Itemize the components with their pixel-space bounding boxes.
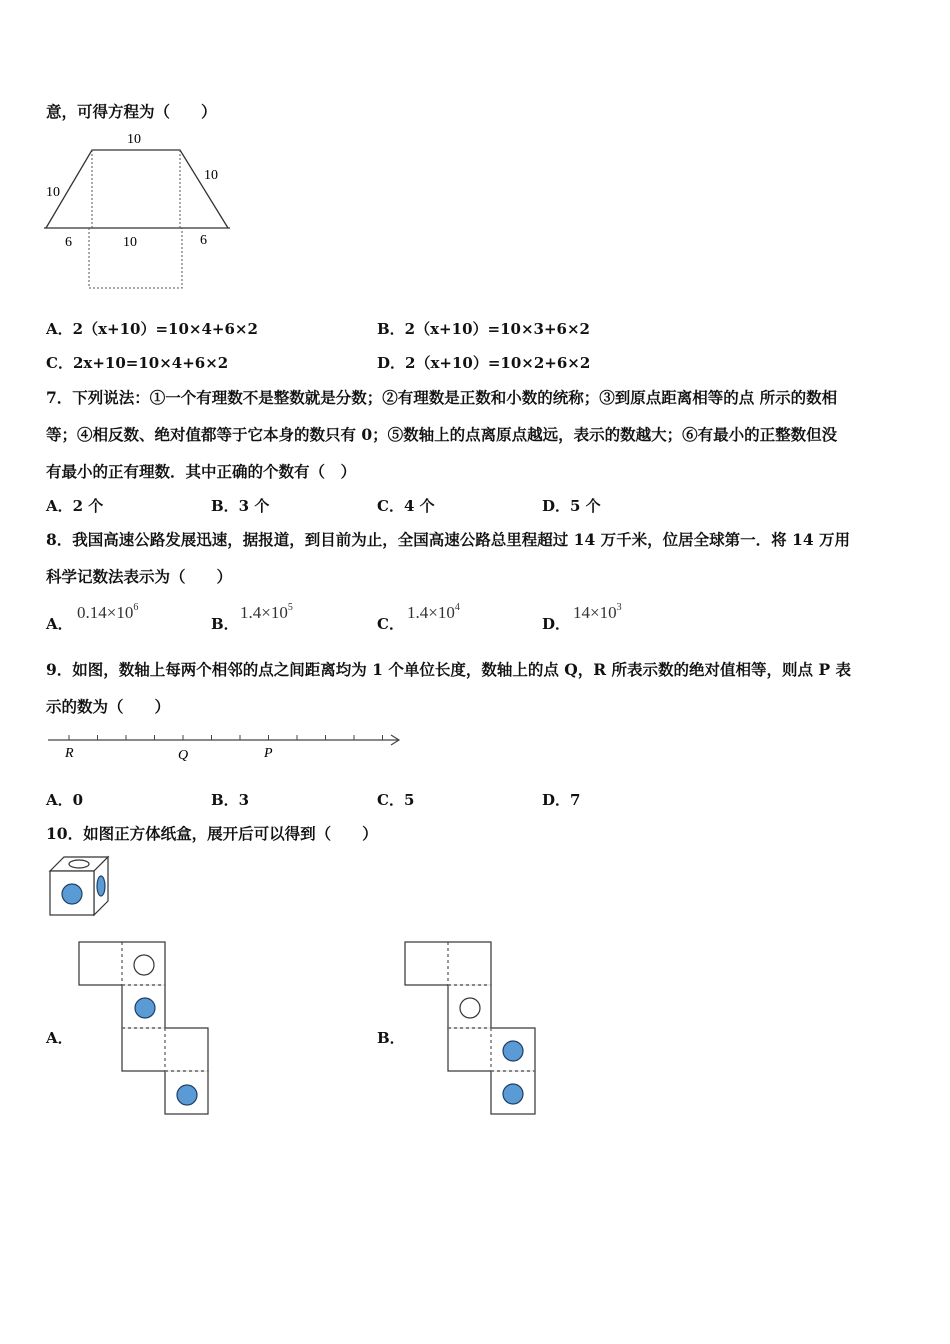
label-top: 10 xyxy=(127,132,141,147)
q7-stem-line3: 有最小的正有理数．其中正确的个数有（ ） xyxy=(46,462,357,481)
q10-option-b[interactable]: B． xyxy=(377,1029,405,1047)
q6-option-b[interactable]: B．2（x+10）=10×3+6×2 xyxy=(377,320,590,338)
q9-stem-line1: 9．如图，数轴上每两个相邻的点之间距离均为 1 个单位长度，数轴上的点 Q，R 所表示数的绝对值相等，则点 P 表 xyxy=(46,660,851,679)
q8-stem-line2: 科学记数法表示为（ ） xyxy=(46,567,233,586)
q10-cube-figure xyxy=(46,855,112,919)
label-left: 10 xyxy=(46,185,60,200)
trapezoid-outline xyxy=(46,150,228,228)
point-p-label: P xyxy=(264,746,273,761)
label-bottom-left: 6 xyxy=(65,235,72,250)
q10-net-a[interactable] xyxy=(78,941,210,1119)
point-r-label: R xyxy=(65,746,74,761)
net-a-filled-circle-2 xyxy=(177,1085,197,1105)
q8-option-b-letter[interactable]: B． xyxy=(211,615,239,633)
hollow-circle-top xyxy=(69,860,89,868)
q6-trapezoid-figure xyxy=(40,128,240,293)
axis-ticks xyxy=(69,735,383,740)
label-bottom-right: 6 xyxy=(200,233,207,248)
net-a-filled-circle-1 xyxy=(135,998,155,1018)
net-b-hollow-circle xyxy=(460,998,480,1018)
q8-option-b-value[interactable]: $1.4\times 10^5$ xyxy=(240,602,293,622)
q8-option-a-letter[interactable]: A． xyxy=(46,615,73,633)
label-bottom-mid: 10 xyxy=(123,235,137,250)
net-b-filled-circle-1 xyxy=(503,1041,523,1061)
q8-option-d-value[interactable]: $14\times 10^3$ xyxy=(573,602,622,622)
q9-option-c[interactable]: C．5 xyxy=(377,791,415,809)
q9-stem-line2: 示的数为（ ） xyxy=(46,697,171,716)
q7-option-c[interactable]: C．4 个 xyxy=(377,497,435,515)
point-q-label: Q xyxy=(178,748,189,763)
q9-option-b[interactable]: B．3 xyxy=(211,791,250,809)
q7-option-b[interactable]: B．3 个 xyxy=(211,497,270,515)
q7-option-a[interactable]: A．2 个 xyxy=(46,497,104,515)
net-b-filled-circle-2 xyxy=(503,1084,523,1104)
q8-option-c-value[interactable]: $1.4\times 10^4$ xyxy=(407,602,460,622)
q6-stem-tail: 意，可得方程为（ ） xyxy=(46,102,217,121)
q10-option-a[interactable]: A． xyxy=(46,1029,73,1047)
q6-option-c[interactable]: C．2x+10=10×4+6×2 xyxy=(46,354,229,372)
q6-option-a[interactable]: A．2（x+10）=10×4+6×2 xyxy=(46,320,258,338)
q9-option-a[interactable]: A．0 xyxy=(46,791,84,809)
q8-option-d-letter[interactable]: D． xyxy=(542,615,571,633)
q8-option-c-letter[interactable]: C． xyxy=(377,615,404,633)
q10-stem: 10．如图正方体纸盒，展开后可以得到（ ） xyxy=(46,824,378,843)
q6-option-d[interactable]: D．2（x+10）=10×2+6×2 xyxy=(377,354,591,372)
q9-option-d[interactable]: D．7 xyxy=(542,791,581,809)
q7-stem-line2: 等；④相反数、绝对值都等于它本身的数只有 0；⑤数轴上的点离原点越远，表示的数越大；⑥有最小的正整数但没 xyxy=(46,425,838,444)
net-a-hollow-circle xyxy=(134,955,154,975)
filled-circle-front xyxy=(62,884,82,904)
q8-stem-line1: 8．我国高速公路发展迅速，据报道，到目前为止，全国高速公路总里程超过 14 万千米，位居全球第一．将 14 万用 xyxy=(46,530,851,549)
label-right: 10 xyxy=(204,168,218,183)
q10-net-b[interactable] xyxy=(404,941,538,1119)
q7-stem-line1: 7．下列说法：①一个有理数不是整数就是分数；②有理数是正数和小数的统称；③到原点距离相等的点 所示的数相 xyxy=(46,388,838,407)
q9-number-line xyxy=(44,728,406,766)
q7-option-d[interactable]: D．5 个 xyxy=(542,497,601,515)
filled-circle-right xyxy=(97,876,105,896)
q8-option-a-value[interactable]: $0.14\times 10^6$ xyxy=(77,602,139,622)
